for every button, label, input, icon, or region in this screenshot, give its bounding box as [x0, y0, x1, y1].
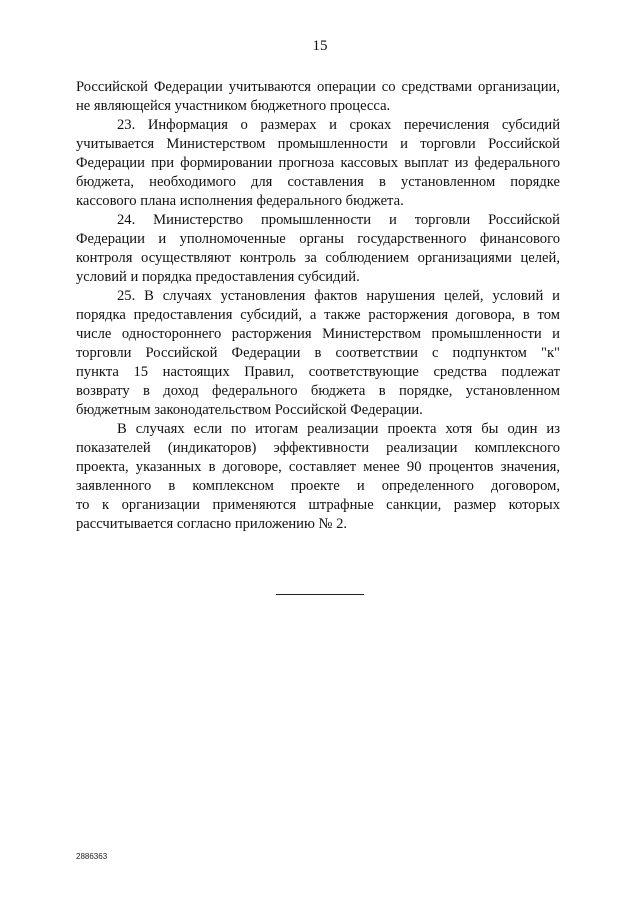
- text-line: контроля осуществляют контроль за соблюдением организациями целей,: [76, 250, 560, 266]
- end-divider: [276, 594, 364, 595]
- text-line: бюджета, необходимого для составления в установленном порядке: [76, 174, 560, 190]
- text-line: не являющейся участником бюджетного процесса.: [76, 98, 391, 114]
- text-line: торговли Российской Федерации в соответствии с подпунктом "к": [76, 345, 560, 361]
- text-line: Федерации и уполномоченные органы государственного финансового: [76, 231, 560, 247]
- text-line: Российской Федерации учитываются операции со средствами организации,: [76, 79, 560, 95]
- text-line: числе одностороннего расторжения Министерством промышленности и: [76, 326, 560, 342]
- paragraph-23-first-line: 23. Информация о размерах и сроках перечисления субсидий: [117, 117, 560, 133]
- page-number: 15: [312, 38, 328, 54]
- text-line: порядка предоставления субсидий, а также расторжения договора, в том: [76, 307, 560, 323]
- text-line: рассчитывается согласно приложению № 2.: [76, 516, 348, 532]
- text-line: учитывается Министерством промышленности и торговли Российской: [76, 136, 560, 152]
- text-line: проекта, указанных в договоре, составляет менее 90 процентов значения,: [76, 459, 560, 475]
- sanctions-paragraph-first-line: В случаях если по итогам реализации проекта хотя бы один из: [117, 421, 560, 437]
- text-line: кассового плана исполнения федерального бюджета.: [76, 193, 404, 209]
- document-code: 2886363: [76, 852, 108, 861]
- paragraph-24-first-line: 24. Министерство промышленности и торговли Российской: [117, 212, 560, 228]
- text-line: пункта 15 настоящих Правил, соответствующие средства подлежат: [76, 364, 560, 380]
- text-line: условий и порядка предоставления субсидий.: [76, 269, 360, 285]
- text-line: заявленного в комплексном проекте и определенного договором,: [76, 478, 560, 494]
- text-line: то к организации применяются штрафные санкции, размер которых: [76, 497, 560, 513]
- document-body: [76, 78, 560, 534]
- paragraph-25-first-line: 25. В случаях установления фактов нарушения целей, условий и: [117, 288, 560, 304]
- text-line: показателей (индикаторов) эффективности реализации комплексного: [76, 440, 560, 456]
- text-line: Федерации при формировании прогноза кассовых выплат из федерального: [76, 155, 560, 171]
- text-line: бюджетным законодательством Российской Федерации.: [76, 402, 423, 418]
- text-line: возврату в доход федерального бюджета в порядке, установленном: [76, 383, 560, 399]
